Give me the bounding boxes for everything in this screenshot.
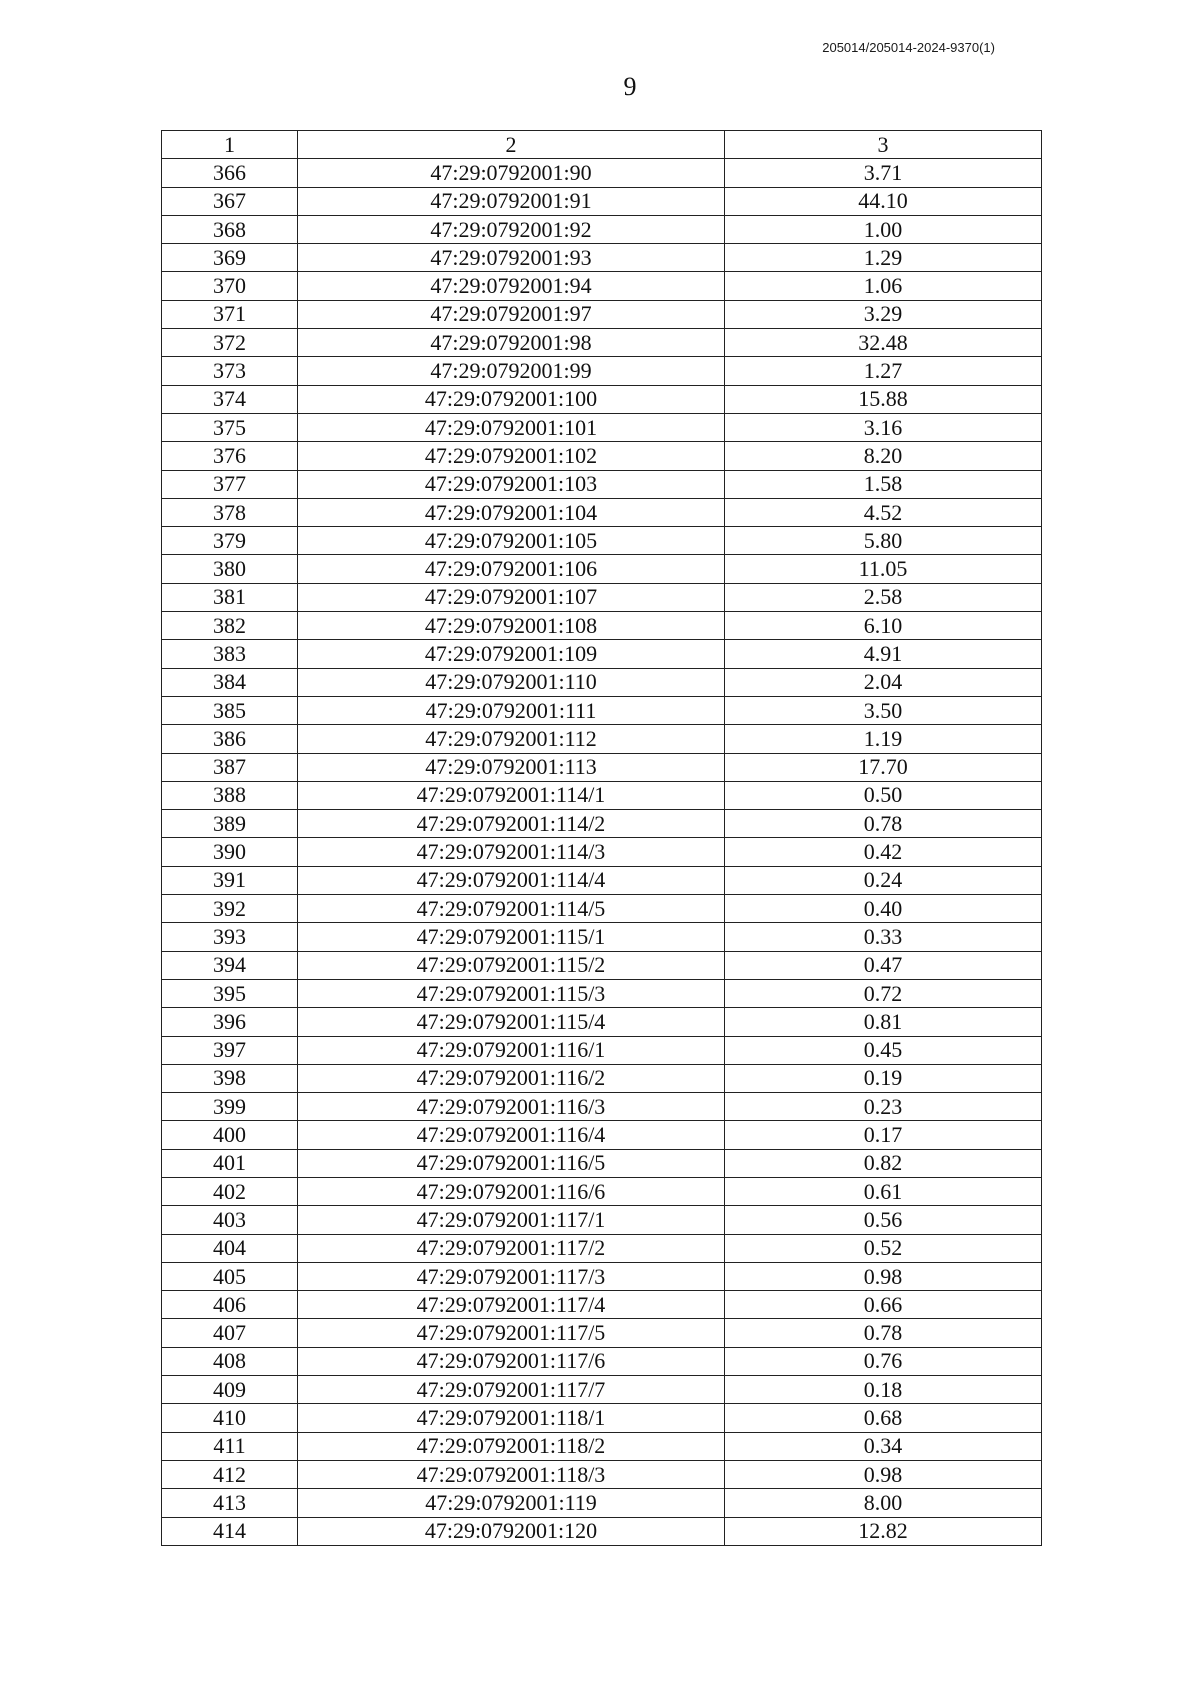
table-row	[162, 215, 1042, 243]
row-number-cell: 378	[162, 498, 298, 526]
cadastral-number-cell: 47:29:0792001:115/1	[298, 923, 725, 951]
value-cell: 0.78	[725, 1319, 1042, 1347]
row-number-cell: 386	[162, 725, 298, 753]
row-number-cell: 372	[162, 329, 298, 357]
cadastral-number-cell: 47:29:0792001:105	[298, 527, 725, 555]
row-number-cell: 414	[162, 1517, 298, 1545]
table-row	[162, 979, 1042, 1007]
cadastral-number-cell: 47:29:0792001:116/6	[298, 1177, 725, 1205]
cadastral-number-cell: 47:29:0792001:98	[298, 329, 725, 357]
value-cell: 3.16	[725, 413, 1042, 441]
cadastral-number-cell: 47:29:0792001:92	[298, 215, 725, 243]
page-number: 9	[623, 72, 637, 101]
cadastral-number-cell: 47:29:0792001:117/7	[298, 1376, 725, 1404]
cadastral-number-cell: 47:29:0792001:104	[298, 498, 725, 526]
column-header-1: 1	[162, 131, 298, 159]
table-row	[162, 923, 1042, 951]
value-cell: 0.56	[725, 1206, 1042, 1234]
header-row	[162, 131, 1042, 159]
table-row	[162, 357, 1042, 385]
row-number-cell: 368	[162, 215, 298, 243]
row-number-cell: 385	[162, 696, 298, 724]
table-row	[162, 612, 1042, 640]
row-number-cell: 399	[162, 1093, 298, 1121]
table-row	[162, 781, 1042, 809]
cadastral-number-cell: 47:29:0792001:115/2	[298, 951, 725, 979]
row-number-cell: 370	[162, 272, 298, 300]
value-cell: 6.10	[725, 612, 1042, 640]
row-number-cell: 394	[162, 951, 298, 979]
value-cell: 2.58	[725, 583, 1042, 611]
cadastral-number-cell: 47:29:0792001:108	[298, 612, 725, 640]
table-row	[162, 1432, 1042, 1460]
row-number-cell: 366	[162, 159, 298, 187]
cadastral-number-cell: 47:29:0792001:119	[298, 1489, 725, 1517]
cadastral-number-cell: 47:29:0792001:91	[298, 187, 725, 215]
table-row	[162, 810, 1042, 838]
table-row	[162, 1376, 1042, 1404]
cadastral-number-cell: 47:29:0792001:107	[298, 583, 725, 611]
row-number-cell: 409	[162, 1376, 298, 1404]
cadastral-number-cell: 47:29:0792001:115/4	[298, 1008, 725, 1036]
table-row	[162, 159, 1042, 187]
row-number-cell: 387	[162, 753, 298, 781]
cadastral-number-cell: 47:29:0792001:102	[298, 442, 725, 470]
row-number-cell: 398	[162, 1064, 298, 1092]
value-cell: 0.68	[725, 1404, 1042, 1432]
table-row	[162, 329, 1042, 357]
row-number-cell: 382	[162, 612, 298, 640]
value-cell: 1.00	[725, 215, 1042, 243]
table-row	[162, 1319, 1042, 1347]
cadastral-number-cell: 47:29:0792001:117/1	[298, 1206, 725, 1234]
row-number-cell: 410	[162, 1404, 298, 1432]
cadastral-number-cell: 47:29:0792001:99	[298, 357, 725, 385]
cadastral-number-cell: 47:29:0792001:116/2	[298, 1064, 725, 1092]
value-cell: 32.48	[725, 329, 1042, 357]
cadastral-number-cell: 47:29:0792001:114/5	[298, 895, 725, 923]
column-header-3: 3	[725, 131, 1042, 159]
table-row	[162, 1234, 1042, 1262]
table-row	[162, 300, 1042, 328]
value-cell: 0.72	[725, 979, 1042, 1007]
row-number-cell: 388	[162, 781, 298, 809]
cadastral-number-cell: 47:29:0792001:118/2	[298, 1432, 725, 1460]
value-cell: 0.98	[725, 1262, 1042, 1290]
row-number-cell: 373	[162, 357, 298, 385]
value-cell: 0.81	[725, 1008, 1042, 1036]
value-cell: 2.04	[725, 668, 1042, 696]
row-number-cell: 379	[162, 527, 298, 555]
table-row	[162, 1291, 1042, 1319]
row-number-cell: 367	[162, 187, 298, 215]
value-cell: 0.50	[725, 781, 1042, 809]
table-row	[162, 1093, 1042, 1121]
table-row	[162, 1008, 1042, 1036]
row-number-cell: 391	[162, 866, 298, 894]
table-row	[162, 838, 1042, 866]
row-number-cell: 397	[162, 1036, 298, 1064]
table-row	[162, 668, 1042, 696]
cadastral-number-cell: 47:29:0792001:93	[298, 244, 725, 272]
row-number-cell: 375	[162, 413, 298, 441]
table-row	[162, 866, 1042, 894]
value-cell: 1.19	[725, 725, 1042, 753]
cadastral-number-cell: 47:29:0792001:117/3	[298, 1262, 725, 1290]
value-cell: 0.24	[725, 866, 1042, 894]
value-cell: 3.71	[725, 159, 1042, 187]
table-row	[162, 895, 1042, 923]
cadastral-number-cell: 47:29:0792001:114/3	[298, 838, 725, 866]
cadastral-number-cell: 47:29:0792001:112	[298, 725, 725, 753]
row-number-cell: 404	[162, 1234, 298, 1262]
value-cell: 0.61	[725, 1177, 1042, 1205]
value-cell: 0.47	[725, 951, 1042, 979]
table-row	[162, 1177, 1042, 1205]
row-number-cell: 371	[162, 300, 298, 328]
table-row	[162, 1404, 1042, 1432]
value-cell: 1.27	[725, 357, 1042, 385]
table-row	[162, 1064, 1042, 1092]
data-table	[161, 130, 1042, 1546]
cadastral-number-cell: 47:29:0792001:117/6	[298, 1347, 725, 1375]
value-cell: 0.52	[725, 1234, 1042, 1262]
table-row	[162, 1149, 1042, 1177]
row-number-cell: 406	[162, 1291, 298, 1319]
value-cell: 8.00	[725, 1489, 1042, 1517]
table-row	[162, 1262, 1042, 1290]
value-cell: 4.91	[725, 640, 1042, 668]
table-row	[162, 640, 1042, 668]
row-number-cell: 405	[162, 1262, 298, 1290]
value-cell: 8.20	[725, 442, 1042, 470]
cadastral-number-cell: 47:29:0792001:103	[298, 470, 725, 498]
value-cell: 0.17	[725, 1121, 1042, 1149]
row-number-cell: 403	[162, 1206, 298, 1234]
table-body	[162, 159, 1042, 1546]
value-cell: 0.78	[725, 810, 1042, 838]
table-header	[162, 131, 1042, 159]
row-number-cell: 389	[162, 810, 298, 838]
table-row	[162, 442, 1042, 470]
value-cell: 1.06	[725, 272, 1042, 300]
row-number-cell: 393	[162, 923, 298, 951]
value-cell: 0.45	[725, 1036, 1042, 1064]
table-row	[162, 1036, 1042, 1064]
value-cell: 0.42	[725, 838, 1042, 866]
cadastral-number-cell: 47:29:0792001:114/1	[298, 781, 725, 809]
table-row	[162, 583, 1042, 611]
cadastral-number-cell: 47:29:0792001:118/1	[298, 1404, 725, 1432]
table-row	[162, 1121, 1042, 1149]
cadastral-number-cell: 47:29:0792001:114/2	[298, 810, 725, 838]
table-row	[162, 1517, 1042, 1545]
cadastral-number-cell: 47:29:0792001:97	[298, 300, 725, 328]
cadastral-number-cell: 47:29:0792001:120	[298, 1517, 725, 1545]
row-number-cell: 377	[162, 470, 298, 498]
table-row	[162, 725, 1042, 753]
table-row	[162, 385, 1042, 413]
value-cell: 11.05	[725, 555, 1042, 583]
table-row	[162, 187, 1042, 215]
cadastral-number-cell: 47:29:0792001:117/2	[298, 1234, 725, 1262]
table-row	[162, 272, 1042, 300]
value-cell: 15.88	[725, 385, 1042, 413]
value-cell: 3.50	[725, 696, 1042, 724]
value-cell: 5.80	[725, 527, 1042, 555]
table-row	[162, 413, 1042, 441]
document-reference: 205014/205014-2024-9370(1)	[822, 40, 995, 55]
cadastral-number-cell: 47:29:0792001:118/3	[298, 1460, 725, 1488]
value-cell: 0.40	[725, 895, 1042, 923]
row-number-cell: 408	[162, 1347, 298, 1375]
row-number-cell: 396	[162, 1008, 298, 1036]
value-cell: 1.29	[725, 244, 1042, 272]
cadastral-number-cell: 47:29:0792001:100	[298, 385, 725, 413]
value-cell: 0.34	[725, 1432, 1042, 1460]
value-cell: 0.23	[725, 1093, 1042, 1121]
table-row	[162, 1489, 1042, 1517]
cadastral-number-cell: 47:29:0792001:116/3	[298, 1093, 725, 1121]
value-cell: 0.18	[725, 1376, 1042, 1404]
value-cell: 17.70	[725, 753, 1042, 781]
value-cell: 0.98	[725, 1460, 1042, 1488]
table-row	[162, 498, 1042, 526]
value-cell: 0.33	[725, 923, 1042, 951]
row-number-cell: 392	[162, 895, 298, 923]
row-number-cell: 407	[162, 1319, 298, 1347]
value-cell: 3.29	[725, 300, 1042, 328]
row-number-cell: 369	[162, 244, 298, 272]
value-cell: 0.76	[725, 1347, 1042, 1375]
column-header-2: 2	[298, 131, 725, 159]
row-number-cell: 400	[162, 1121, 298, 1149]
cadastral-number-cell: 47:29:0792001:90	[298, 159, 725, 187]
value-cell: 0.19	[725, 1064, 1042, 1092]
row-number-cell: 411	[162, 1432, 298, 1460]
row-number-cell: 413	[162, 1489, 298, 1517]
row-number-cell: 383	[162, 640, 298, 668]
cadastral-number-cell: 47:29:0792001:94	[298, 272, 725, 300]
cadastral-number-cell: 47:29:0792001:114/4	[298, 866, 725, 894]
table-row	[162, 555, 1042, 583]
table-row	[162, 696, 1042, 724]
value-cell: 12.82	[725, 1517, 1042, 1545]
value-cell: 4.52	[725, 498, 1042, 526]
row-number-cell: 395	[162, 979, 298, 1007]
row-number-cell: 380	[162, 555, 298, 583]
cadastral-number-cell: 47:29:0792001:116/5	[298, 1149, 725, 1177]
table-row	[162, 1460, 1042, 1488]
cadastral-number-cell: 47:29:0792001:101	[298, 413, 725, 441]
value-cell: 0.82	[725, 1149, 1042, 1177]
table-row	[162, 470, 1042, 498]
cadastral-number-cell: 47:29:0792001:117/4	[298, 1291, 725, 1319]
cadastral-number-cell: 47:29:0792001:109	[298, 640, 725, 668]
row-number-cell: 381	[162, 583, 298, 611]
cadastral-number-cell: 47:29:0792001:117/5	[298, 1319, 725, 1347]
row-number-cell: 402	[162, 1177, 298, 1205]
row-number-cell: 374	[162, 385, 298, 413]
value-cell: 0.66	[725, 1291, 1042, 1319]
table-row	[162, 753, 1042, 781]
table-row	[162, 1347, 1042, 1375]
cadastral-number-cell: 47:29:0792001:116/4	[298, 1121, 725, 1149]
row-number-cell: 401	[162, 1149, 298, 1177]
table-row	[162, 244, 1042, 272]
row-number-cell: 384	[162, 668, 298, 696]
row-number-cell: 412	[162, 1460, 298, 1488]
row-number-cell: 376	[162, 442, 298, 470]
value-cell: 1.58	[725, 470, 1042, 498]
value-cell: 44.10	[725, 187, 1042, 215]
row-number-cell: 390	[162, 838, 298, 866]
table-row	[162, 951, 1042, 979]
table-row	[162, 1206, 1042, 1234]
cadastral-number-cell: 47:29:0792001:111	[298, 696, 725, 724]
cadastral-number-cell: 47:29:0792001:106	[298, 555, 725, 583]
cadastral-number-cell: 47:29:0792001:116/1	[298, 1036, 725, 1064]
table-row	[162, 527, 1042, 555]
cadastral-number-cell: 47:29:0792001:110	[298, 668, 725, 696]
cadastral-number-cell: 47:29:0792001:113	[298, 753, 725, 781]
cadastral-number-cell: 47:29:0792001:115/3	[298, 979, 725, 1007]
